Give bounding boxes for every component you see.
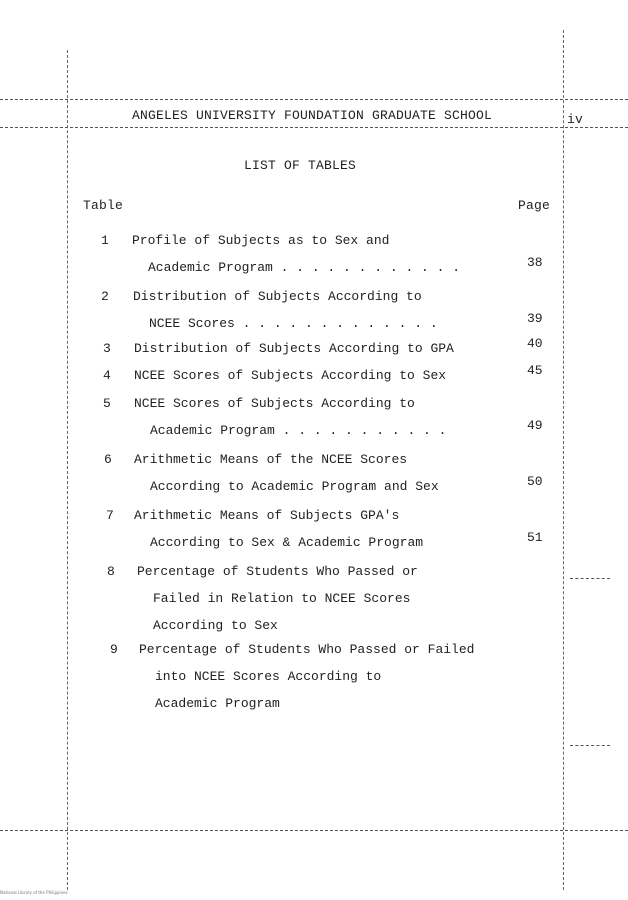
bottom-rule <box>0 830 628 831</box>
entry-title-line: into NCEE Scores According to <box>155 669 382 684</box>
entry-title-line: Percentage of Students Who Passed or Failed <box>139 642 475 657</box>
entry-page-number: 39 <box>527 311 543 326</box>
right-tick-2 <box>570 745 610 746</box>
left-margin-line <box>67 50 68 890</box>
entry-number: 8 <box>107 564 115 579</box>
entry-page-number: 51 <box>527 530 543 545</box>
entry-page-number: 45 <box>527 363 543 378</box>
entry-page-number: 40 <box>527 336 543 351</box>
entry-number: 4 <box>103 368 111 383</box>
top-rule <box>0 99 628 100</box>
entry-page-number: 38 <box>527 255 543 270</box>
entry-number: 7 <box>106 508 114 523</box>
entry-title-line: Percentage of Students Who Passed or <box>137 564 418 579</box>
entry-title-line: NCEE Scores of Subjects According to Sex <box>134 368 447 383</box>
right-margin-line <box>563 30 564 890</box>
entry-number: 1 <box>101 233 109 248</box>
entry-title-line: Distribution of Subjects According to <box>133 289 422 304</box>
entry-number: 2 <box>101 289 109 304</box>
entry-title-line: Failed in Relation to NCEE Scores <box>153 591 411 606</box>
entry-title-line: Academic Program . . . . . . . . . . . <box>150 423 447 438</box>
entry-title-line: According to Sex & Academic Program <box>150 535 424 550</box>
right-tick-1 <box>570 578 610 579</box>
entry-page-number: 50 <box>527 474 543 489</box>
entry-number: 9 <box>110 642 118 657</box>
header-underline <box>0 127 628 128</box>
entry-title-line: Arithmetic Means of the NCEE Scores <box>134 452 408 467</box>
table-column-heading: Table <box>83 198 124 213</box>
entry-title-line: Academic Program . . . . . . . . . . . . <box>148 260 461 275</box>
entry-title-line: Academic Program <box>155 696 280 711</box>
entry-number: 6 <box>104 452 112 467</box>
entry-number: 5 <box>103 396 111 411</box>
entry-page-number: 49 <box>527 418 543 433</box>
list-title: LIST OF TABLES <box>244 158 357 173</box>
entry-title-line: NCEE Scores . . . . . . . . . . . . . <box>149 316 438 331</box>
entry-title-line: According to Academic Program and Sex <box>150 479 439 494</box>
entry-number: 3 <box>103 341 111 356</box>
entry-title-line: Distribution of Subjects According to GPA <box>134 341 454 356</box>
footer-credit: National Library of the Philippines <box>0 890 68 895</box>
page-number: iv <box>567 112 584 127</box>
page-column-heading: Page <box>518 198 551 213</box>
entry-title-line: NCEE Scores of Subjects According to <box>134 396 415 411</box>
entry-title-line: According to Sex <box>153 618 278 633</box>
entry-title-line: Arithmetic Means of Subjects GPA's <box>134 508 400 523</box>
school-header: ANGELES UNIVERSITY FOUNDATION GRADUATE SCHOOL <box>132 108 493 123</box>
entry-title-line: Profile of Subjects as to Sex and <box>132 233 390 248</box>
